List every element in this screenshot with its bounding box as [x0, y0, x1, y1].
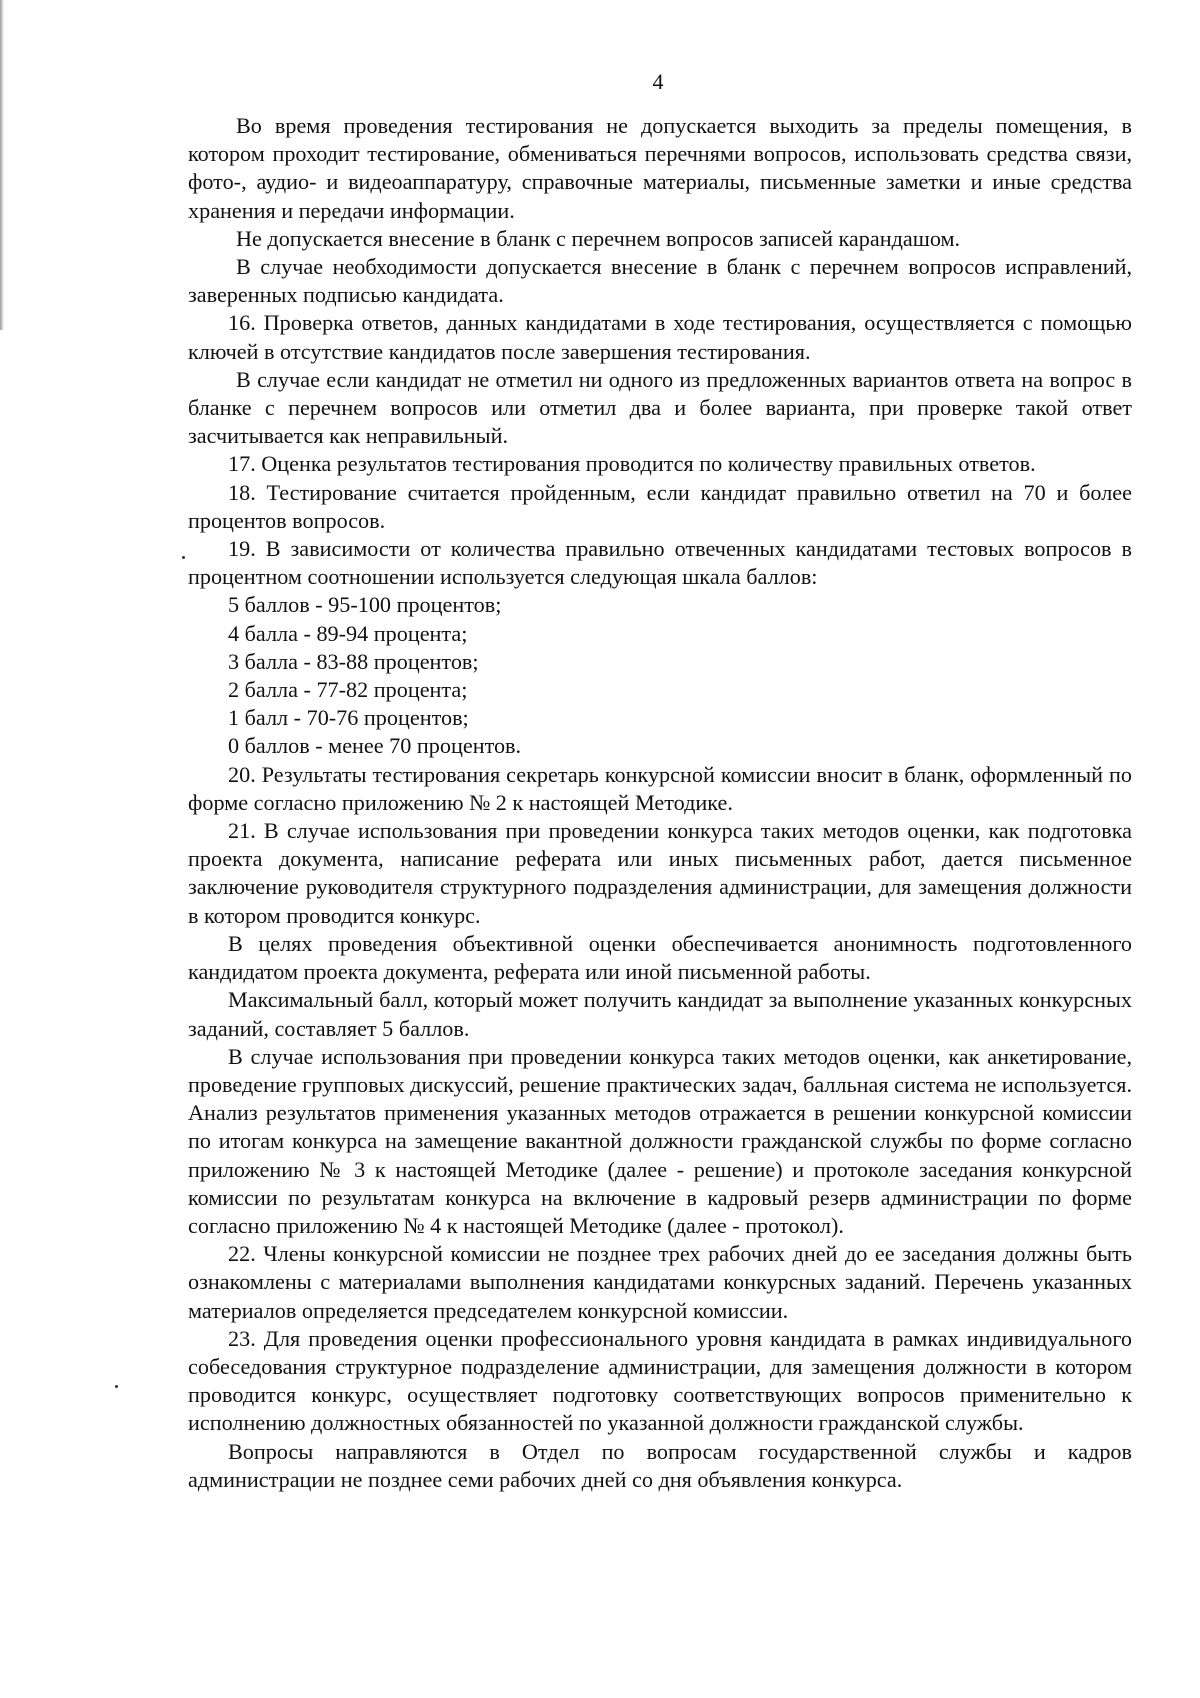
- score-scale-item: 0 баллов - менее 70 процентов.: [228, 733, 522, 759]
- paragraph-item-19: 19. В зависимости от количества правильно отвеченных кандидатами тестовых вопросов в процентном соотношении используется следующая шкала баллов:: [188, 536, 1132, 590]
- paragraph-testing-rules: Во время проведения тестирования не допускается выходить за пределы помещения, в котором проходит тестирование, обмениваться перечнями вопросов, использовать средства связи, фото-, аудио- и видеоаппаратуру, справочные материалы, письменные заметки и иные средства хранения и передачи информации.: [188, 113, 1132, 223]
- paragraph-no-pencil: Не допускается внесение в бланк с перечнем вопросов записей карандашом.: [236, 225, 961, 251]
- paragraph-item-20: 20. Результаты тестирования секретарь конкурсной комиссии вносит в бланк, оформленный по форме согласно приложению № 2 к настоящей Методике.: [188, 761, 1132, 815]
- paragraph-corrections: В случае необходимости допускается внесение в бланк с перечнем вопросов исправлений, заверенных подписью кандидата.: [188, 254, 1132, 308]
- score-scale-item: 2 балла - 77-82 процента;: [228, 677, 468, 703]
- scan-speck: [115, 1385, 118, 1388]
- paragraph-item-16: 16. Проверка ответов, данных кандидатами в ходе тестирования, осуществляется с помощью ключей в отсутствие кандидатов после завершения тестирования.: [188, 310, 1132, 364]
- score-scale-item: 5 баллов - 95-100 процентов;: [228, 592, 502, 618]
- score-scale-list: [188, 591, 1132, 760]
- paragraph-item-23: 23. Для проведения оценки профессионального уровня кандидата в рамках индивидуального собеседования структурное подразделение администрации, для замещения должности в котором проводится конкурс, осуществляет подготовку соответствующих вопросов применительно к исполнению должностных обязанностей по указанной должности гражданской службы.: [188, 1325, 1132, 1436]
- score-scale-item: 4 балла - 89-94 процента;: [228, 620, 468, 646]
- scan-speck: [182, 556, 185, 559]
- page-number: 4: [652, 69, 664, 94]
- scan-edge-shadow: [0, 0, 4, 330]
- paragraph-other-methods: В случае использования при проведении конкурса таких методов оценки, как анкетирование, проведение групповых дискуссий, решение практических задач, балльная система не используется. Анализ результатов применения указанных методов отражается в решении конкурсной комиссии по итогам конкурса на замещение вакантной должности гражданской службы по форме согласно приложению № 3 к настоящей Методике (далее - решение) и протоколе заседания конкурсной комиссии по результатам конкурса на включение в кадровый резерв администрации по форме согласно приложению № 4 к настоящей Методике (далее - протокол).: [188, 1043, 1132, 1238]
- score-scale-item: 3 балла - 83-88 процентов;: [228, 648, 479, 674]
- paragraph-max-score: Максимальный балл, который может получить кандидат за выполнение указанных конкурсных заданий, составляет 5 баллов.: [188, 987, 1132, 1041]
- paragraph-anonymity: В целях проведения объективной оценки обеспечивается анонимность подготовленного кандидатом проекта документа, реферата или иной письменной работы.: [188, 930, 1132, 985]
- score-scale-item: 1 балл - 70-76 процентов;: [228, 705, 469, 731]
- paragraph-item-22: 22. Члены конкурсной комиссии не позднее трех рабочих дней до ее заседания должны быть ознакомлены с материалами выполнения кандидатами конкурсных заданий. Перечень указанных материалов определяется председателем конкурсной комиссии.: [188, 1241, 1132, 1323]
- paragraph-wrong-answer: В случае если кандидат не отметил ни одного из предложенных вариантов ответа на вопрос в бланке с перечнем вопросов или отметил два и более варианта, при проверке такой ответ засчитывается как неправильный.: [188, 366, 1132, 449]
- paragraph-item-18: 18. Тестирование считается пройденным, если кандидат правильно ответил на 70 и более процентов вопросов.: [188, 479, 1132, 533]
- paragraph-item-21: 21. В случае использования при проведении конкурса таких методов оценки, как подготовка проекта документа, написание реферата или иных письменных работ, дается письменное заключение руководителя структурного подразделения администрации, для замещения должности в котором проводится конкурс.: [188, 818, 1132, 928]
- paragraph-item-17: 17. Оценка результатов тестирования проводится по количеству правильных ответов.: [228, 451, 1036, 477]
- document-body: [188, 112, 1132, 1494]
- paragraph-questions-submission: Вопросы направляются в Отдел по вопросам государственной службы и кадров администрации не позднее семи рабочих дней со дня объявления конкурса.: [188, 1438, 1132, 1492]
